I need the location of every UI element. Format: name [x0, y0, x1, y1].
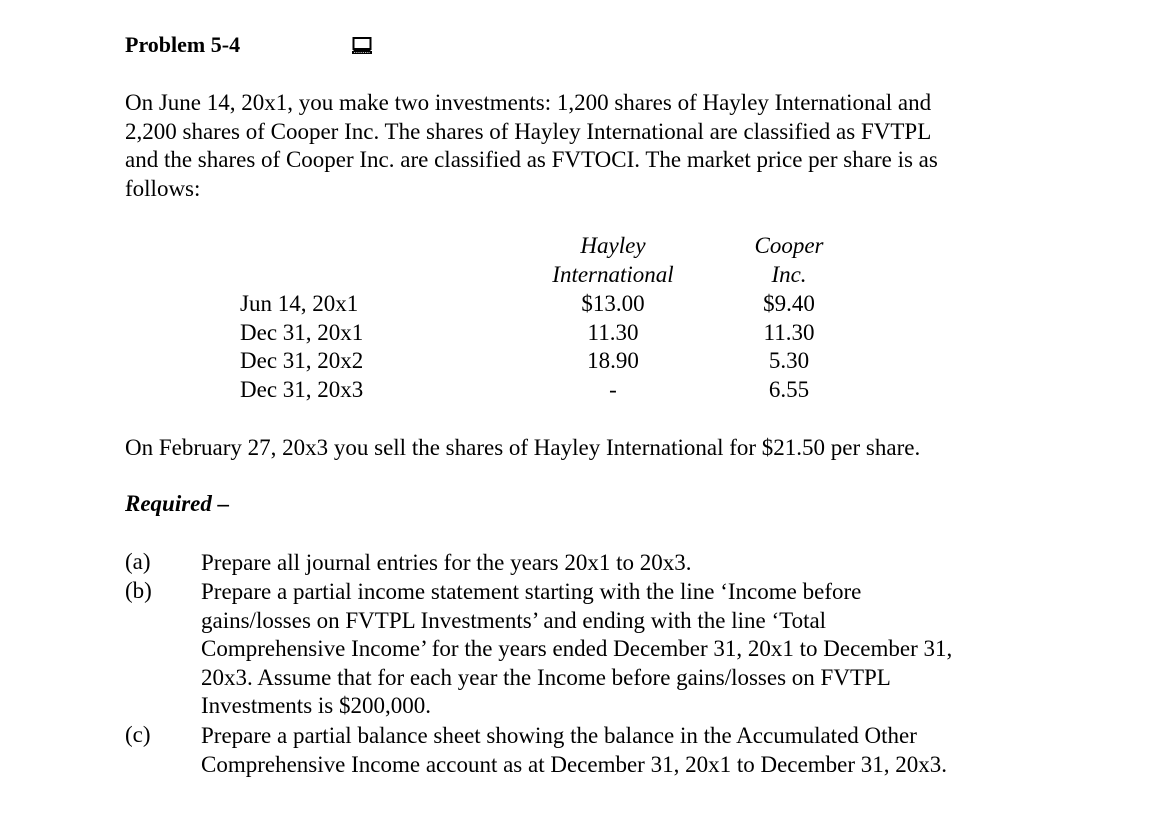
requirement-text: [201, 722, 947, 779]
price-cell: $13.00: [581, 291, 645, 316]
requirement-label: (c): [125, 722, 151, 747]
price-cell: -: [609, 376, 617, 402]
requirement-line: 20x3. Assume that for each year the Income before gains/losses on FVTPL: [201, 664, 891, 690]
price-cell: 11.30: [763, 319, 815, 345]
header-line: Hayley: [580, 233, 646, 258]
intro-line: and the shares of Cooper Inc. are classified as FVTOCI. The market price per share is as: [125, 147, 938, 172]
intro-paragraph: [125, 89, 1135, 203]
header-line: International: [552, 261, 674, 287]
requirement-line: Comprehensive Income account as at December 31, 20x1 to December 31, 20x3.: [201, 751, 947, 777]
requirement-text: [201, 549, 692, 578]
date-column: [240, 290, 363, 404]
hayley-price-column: [533, 290, 693, 404]
column-header-cooper: [718, 232, 860, 289]
price-cell: $9.40: [763, 291, 815, 316]
required-heading: Required –: [125, 491, 230, 516]
sale-paragraph: On February 27, 20x3 you sell the shares of Hayley International for $21.50 per share.: [125, 435, 921, 460]
price-cell: 5.30: [768, 348, 810, 373]
requirement-label: (a): [125, 549, 151, 574]
date-cell: Dec 31, 20x2: [240, 348, 364, 373]
date-cell: Dec 31, 20x1: [240, 319, 364, 345]
cooper-price-column: [718, 290, 860, 404]
requirement-line: Prepare a partial balance sheet showing the balance in the Accumulated Other: [201, 723, 917, 748]
requirement-line: gains/losses on FVTPL Investments’ and ending with the line ‘Total: [201, 607, 827, 633]
date-cell: Jun 14, 20x1: [240, 291, 359, 316]
intro-line: 2,200 shares of Cooper Inc. The shares of Hayley International are classified as FVTPL: [125, 118, 932, 144]
price-cell: 18.90: [587, 348, 639, 373]
requirement-line: Investments is $200,000.: [201, 693, 431, 718]
column-header-hayley: [533, 232, 693, 289]
price-cell: 11.30: [587, 319, 639, 345]
header-line: Cooper: [754, 233, 824, 258]
price-cell: 6.55: [768, 376, 810, 402]
requirement-line: Comprehensive Income’ for the years ended December 31, 20x1 to December 31,: [201, 636, 953, 661]
intro-line: On June 14, 20x1, you make two investments: 1,200 shares of Hayley International and: [125, 90, 932, 115]
requirement-text: [201, 578, 952, 721]
date-cell: Dec 31, 20x3: [240, 376, 364, 402]
requirement-line: Prepare all journal entries for the years 20x1 to 20x3.: [201, 550, 692, 575]
intro-line: follows:: [125, 175, 201, 201]
requirement-line: Prepare a partial income statement starting with the line ‘Income before: [201, 579, 862, 604]
computer-icon: [352, 37, 372, 55]
header-line: Inc.: [771, 261, 807, 287]
problem-title: Problem 5-4: [125, 32, 241, 57]
requirement-label: (b): [125, 578, 152, 603]
